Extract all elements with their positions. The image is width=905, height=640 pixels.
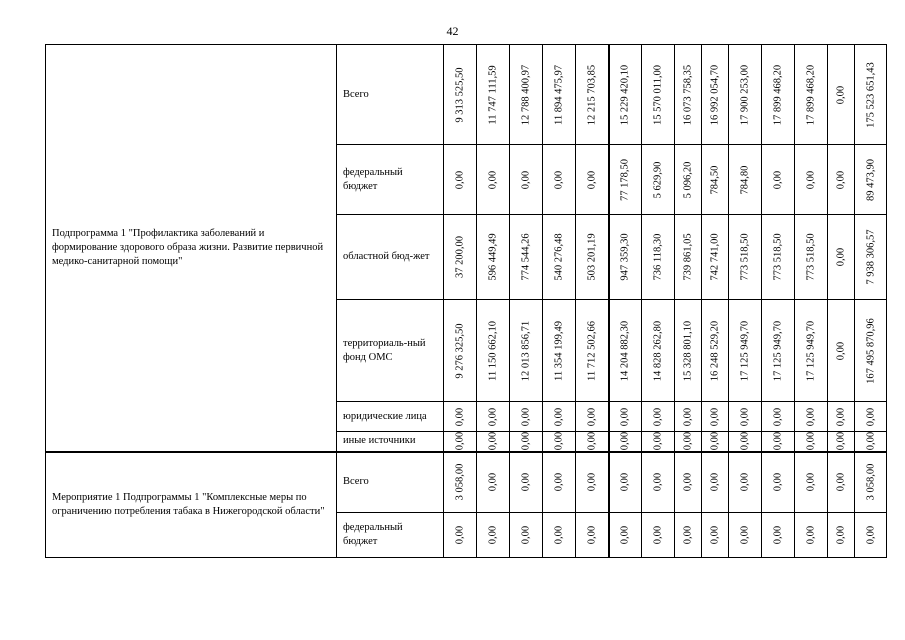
- value-text: 0,00: [682, 432, 694, 451]
- value-text: 0,00: [553, 407, 565, 426]
- value-cell: [576, 145, 609, 215]
- value-text: 0,00: [454, 407, 466, 426]
- value-text: 0,00: [586, 473, 598, 492]
- value-cell: [828, 215, 855, 300]
- value-cell: [543, 402, 576, 432]
- value-text: 12 788 400,97: [520, 64, 532, 125]
- value-cell: [543, 432, 576, 452]
- value-cell: [675, 300, 702, 402]
- value-cell: [762, 215, 795, 300]
- value-cell: [828, 513, 855, 558]
- value-cell: [510, 432, 543, 452]
- value-cell: [576, 300, 609, 402]
- value-text: 0,00: [865, 432, 876, 451]
- value-cell: [828, 402, 855, 432]
- value-cell: [510, 452, 543, 513]
- value-text: 0,00: [682, 525, 694, 545]
- value-cell: [675, 432, 702, 452]
- value-cell: [762, 513, 795, 558]
- value-text: 0,00: [805, 170, 817, 189]
- value-text: 0,00: [835, 341, 847, 360]
- value-text: 739 861,05: [682, 233, 694, 281]
- value-cell: [477, 300, 510, 402]
- value-text: 0,00: [586, 525, 598, 545]
- value-cell: [609, 452, 642, 513]
- value-text: 773 518,50: [772, 233, 784, 281]
- value-cell: [795, 300, 828, 402]
- value-cell: [675, 45, 702, 145]
- value-cell: [510, 45, 543, 145]
- value-cell: [510, 215, 543, 300]
- value-cell: [642, 513, 675, 558]
- value-text: 0,00: [619, 407, 631, 426]
- value-text: 0,00: [487, 473, 499, 492]
- value-text: 0,00: [553, 170, 565, 189]
- funding-source-cell: территориаль-ный фонд ОМС: [337, 300, 444, 402]
- value-cell: [543, 215, 576, 300]
- value-cell: [444, 432, 477, 452]
- value-text: 784,50: [709, 165, 721, 194]
- value-text: 0,00: [772, 432, 784, 451]
- value-cell: [729, 45, 762, 145]
- value-cell: [609, 432, 642, 452]
- value-cell: [855, 145, 887, 215]
- value-cell: [609, 513, 642, 558]
- value-text: 0,00: [835, 247, 847, 267]
- value-text: 773 518,50: [739, 233, 751, 281]
- value-cell: [702, 45, 729, 145]
- funding-source-cell: областной бюд-жет: [337, 215, 444, 300]
- value-cell: [729, 402, 762, 432]
- value-cell: [675, 513, 702, 558]
- value-cell: [510, 402, 543, 432]
- value-cell: [828, 452, 855, 513]
- value-cell: [702, 452, 729, 513]
- value-text: 742 741,00: [709, 233, 721, 281]
- value-text: 0,00: [772, 407, 784, 426]
- value-cell: [576, 215, 609, 300]
- value-text: 0,00: [835, 473, 847, 492]
- value-cell: [729, 513, 762, 558]
- funding-source-cell: федеральный бюджет: [337, 145, 444, 215]
- funding-source-cell: Всего: [337, 45, 444, 145]
- value-cell: [477, 145, 510, 215]
- value-cell: [642, 215, 675, 300]
- value-cell: [477, 215, 510, 300]
- value-cell: [795, 432, 828, 452]
- value-text: 0,00: [835, 85, 847, 104]
- value-cell: [855, 215, 887, 300]
- value-text: 0,00: [553, 432, 565, 451]
- value-text: 16 073 758,35: [682, 64, 694, 125]
- value-text: 0,00: [553, 525, 565, 545]
- value-text: 0,00: [454, 525, 466, 545]
- value-cell: [444, 145, 477, 215]
- value-cell: [795, 513, 828, 558]
- value-text: 77 178,50: [619, 158, 631, 201]
- value-cell: [702, 145, 729, 215]
- value-text: 773 518,50: [805, 233, 817, 281]
- value-text: 0,00: [739, 432, 751, 451]
- value-text: 596 449,49: [487, 233, 499, 281]
- value-text: 12 013 856,71: [520, 320, 532, 381]
- value-text: 15 229 420,10: [619, 64, 631, 125]
- value-text: 0,00: [772, 170, 784, 189]
- value-text: 0,00: [805, 473, 817, 492]
- value-text: 540 276,48: [553, 233, 565, 281]
- value-cell: [828, 145, 855, 215]
- value-text: 0,00: [835, 407, 847, 426]
- value-cell: [855, 432, 887, 452]
- value-cell: [828, 432, 855, 452]
- value-text: 0,00: [709, 407, 721, 426]
- value-cell: [609, 45, 642, 145]
- value-text: 11 894 475,97: [553, 64, 565, 125]
- value-cell: [702, 300, 729, 402]
- value-text: 0,00: [682, 473, 694, 492]
- value-text: 3 058,00: [454, 463, 466, 501]
- value-text: 0,00: [487, 407, 499, 426]
- value-cell: [477, 432, 510, 452]
- table-row: [46, 45, 887, 145]
- value-cell: [762, 452, 795, 513]
- value-text: 17 125 949,70: [772, 320, 784, 381]
- value-cell: [855, 45, 887, 145]
- value-text: 0,00: [487, 432, 499, 451]
- value-cell: [642, 402, 675, 432]
- value-text: 14 204 882,30: [619, 320, 631, 381]
- value-text: 0,00: [805, 407, 817, 426]
- value-cell: [702, 215, 729, 300]
- value-cell: [855, 513, 887, 558]
- value-text: 167 495 870,96: [865, 317, 876, 384]
- value-text: 0,00: [805, 432, 817, 451]
- value-cell: [855, 300, 887, 402]
- value-text: 0,00: [487, 170, 499, 189]
- value-cell: [444, 402, 477, 432]
- program-name-cell: Мероприятие 1 Подпрограммы 1 "Комплексные меры по ограничению потребления табака в Нижегородской области": [46, 452, 337, 558]
- value-cell: [444, 215, 477, 300]
- value-cell: [444, 513, 477, 558]
- value-cell: [543, 452, 576, 513]
- value-cell: [543, 513, 576, 558]
- value-text: 0,00: [709, 473, 721, 492]
- value-cell: [609, 145, 642, 215]
- value-text: 9 276 325,50: [454, 322, 466, 379]
- value-cell: [762, 45, 795, 145]
- value-text: 0,00: [772, 473, 784, 492]
- value-text: 0,00: [865, 407, 876, 426]
- value-text: 0,00: [520, 170, 532, 189]
- value-cell: [543, 145, 576, 215]
- value-text: 5 096,20: [682, 161, 694, 198]
- value-cell: [729, 145, 762, 215]
- value-text: 17 899 468,20: [772, 64, 784, 125]
- value-cell: [444, 300, 477, 402]
- value-cell: [675, 452, 702, 513]
- value-cell: [477, 402, 510, 432]
- value-text: 0,00: [772, 525, 784, 545]
- value-text: 0,00: [835, 525, 847, 545]
- funding-source-cell: Всего: [337, 452, 444, 513]
- value-text: 16 992 054,70: [709, 64, 721, 125]
- value-text: 736 118,30: [652, 233, 664, 281]
- funding-source-cell: юридические лица: [337, 402, 444, 432]
- value-cell: [795, 402, 828, 432]
- value-text: 0,00: [805, 525, 817, 545]
- value-cell: [795, 452, 828, 513]
- value-text: 0,00: [454, 432, 466, 451]
- value-cell: [855, 402, 887, 432]
- value-text: 12 215 703,85: [586, 64, 598, 125]
- value-cell: [609, 215, 642, 300]
- value-text: 17 899 468,20: [805, 64, 817, 125]
- value-text: 784,80: [739, 165, 751, 194]
- value-cell: [477, 45, 510, 145]
- value-text: 0,00: [739, 473, 751, 492]
- page-number: 42: [446, 24, 459, 38]
- value-cell: [762, 145, 795, 215]
- table-row: [46, 452, 887, 513]
- value-text: 3 058,00: [865, 463, 876, 501]
- value-cell: [795, 215, 828, 300]
- value-text: 0,00: [652, 473, 664, 492]
- value-cell: [609, 402, 642, 432]
- value-text: 0,00: [835, 432, 847, 451]
- value-cell: [729, 215, 762, 300]
- value-text: 11 712 502,66: [586, 320, 598, 381]
- value-cell: [642, 452, 675, 513]
- value-text: 503 201,19: [586, 233, 598, 281]
- value-cell: [444, 45, 477, 145]
- value-cell: [702, 402, 729, 432]
- value-text: 0,00: [487, 525, 499, 545]
- value-cell: [477, 513, 510, 558]
- budget-table: [45, 44, 887, 558]
- value-cell: [795, 45, 828, 145]
- value-cell: [675, 215, 702, 300]
- value-text: 7 938 306,57: [865, 229, 876, 285]
- value-text: 9 313 525,50: [454, 66, 466, 123]
- value-text: 0,00: [739, 525, 751, 545]
- value-text: 14 828 262,80: [652, 320, 664, 381]
- value-cell: [576, 452, 609, 513]
- value-text: 11 354 199,49: [553, 320, 565, 381]
- value-text: 0,00: [619, 432, 631, 451]
- value-text: 0,00: [709, 432, 721, 451]
- value-text: 15 328 801,10: [682, 320, 694, 381]
- value-cell: [855, 452, 887, 513]
- value-cell: [510, 145, 543, 215]
- value-text: 17 900 253,00: [739, 64, 751, 125]
- value-cell: [543, 300, 576, 402]
- value-cell: [828, 300, 855, 402]
- value-text: 774 544,26: [520, 233, 532, 281]
- value-cell: [675, 402, 702, 432]
- value-text: 0,00: [835, 170, 847, 189]
- value-text: 0,00: [619, 473, 631, 492]
- value-text: 17 125 949,70: [739, 320, 751, 381]
- value-cell: [729, 432, 762, 452]
- value-cell: [762, 300, 795, 402]
- value-cell: [477, 452, 510, 513]
- value-cell: [576, 45, 609, 145]
- value-text: 0,00: [652, 407, 664, 426]
- value-cell: [675, 145, 702, 215]
- value-cell: [642, 145, 675, 215]
- value-cell: [762, 432, 795, 452]
- value-cell: [510, 300, 543, 402]
- value-text: 0,00: [553, 473, 565, 492]
- value-text: 0,00: [520, 525, 532, 545]
- value-cell: [702, 432, 729, 452]
- value-cell: [729, 452, 762, 513]
- value-text: 175 523 651,43: [865, 61, 876, 128]
- value-text: 0,00: [682, 407, 694, 426]
- value-text: 0,00: [709, 525, 721, 545]
- value-text: 17 125 949,70: [805, 320, 817, 381]
- value-cell: [444, 452, 477, 513]
- value-text: 89 473,90: [865, 158, 876, 201]
- value-text: 0,00: [652, 525, 664, 545]
- value-cell: [642, 300, 675, 402]
- funding-source-cell: федеральный бюджет: [337, 513, 444, 558]
- value-text: 15 570 011,00: [652, 64, 664, 125]
- value-text: 0,00: [586, 432, 598, 451]
- value-text: 16 248 529,20: [709, 320, 721, 381]
- value-cell: [642, 432, 675, 452]
- value-text: 0,00: [454, 170, 466, 189]
- value-cell: [642, 45, 675, 145]
- value-cell: [576, 432, 609, 452]
- value-cell: [576, 513, 609, 558]
- value-cell: [576, 402, 609, 432]
- value-text: 0,00: [865, 525, 876, 545]
- value-text: 0,00: [739, 407, 751, 426]
- value-text: 0,00: [586, 407, 598, 426]
- value-text: 947 359,30: [619, 233, 631, 281]
- program-name-cell: Подпрограмма 1 "Профилактика заболеваний и формирование здорового образа жизни. Развитие первичной медико-санитарной помощи": [46, 45, 337, 452]
- value-text: 0,00: [619, 525, 631, 545]
- value-text: 37 200,00: [454, 236, 466, 278]
- value-cell: [762, 402, 795, 432]
- value-text: 0,00: [520, 473, 532, 492]
- value-text: 11 150 662,10: [487, 320, 499, 381]
- funding-source-cell: иные источники: [337, 432, 444, 452]
- value-cell: [702, 513, 729, 558]
- value-cell: [828, 45, 855, 145]
- value-cell: [729, 300, 762, 402]
- value-text: 11 747 111,59: [487, 64, 499, 125]
- value-cell: [510, 513, 543, 558]
- value-text: 0,00: [586, 170, 598, 189]
- value-cell: [609, 300, 642, 402]
- value-text: 0,00: [652, 432, 664, 451]
- value-text: 0,00: [520, 432, 532, 451]
- value-cell: [795, 145, 828, 215]
- value-text: 5 629,90: [652, 161, 664, 198]
- value-text: 0,00: [520, 407, 532, 426]
- value-cell: [543, 45, 576, 145]
